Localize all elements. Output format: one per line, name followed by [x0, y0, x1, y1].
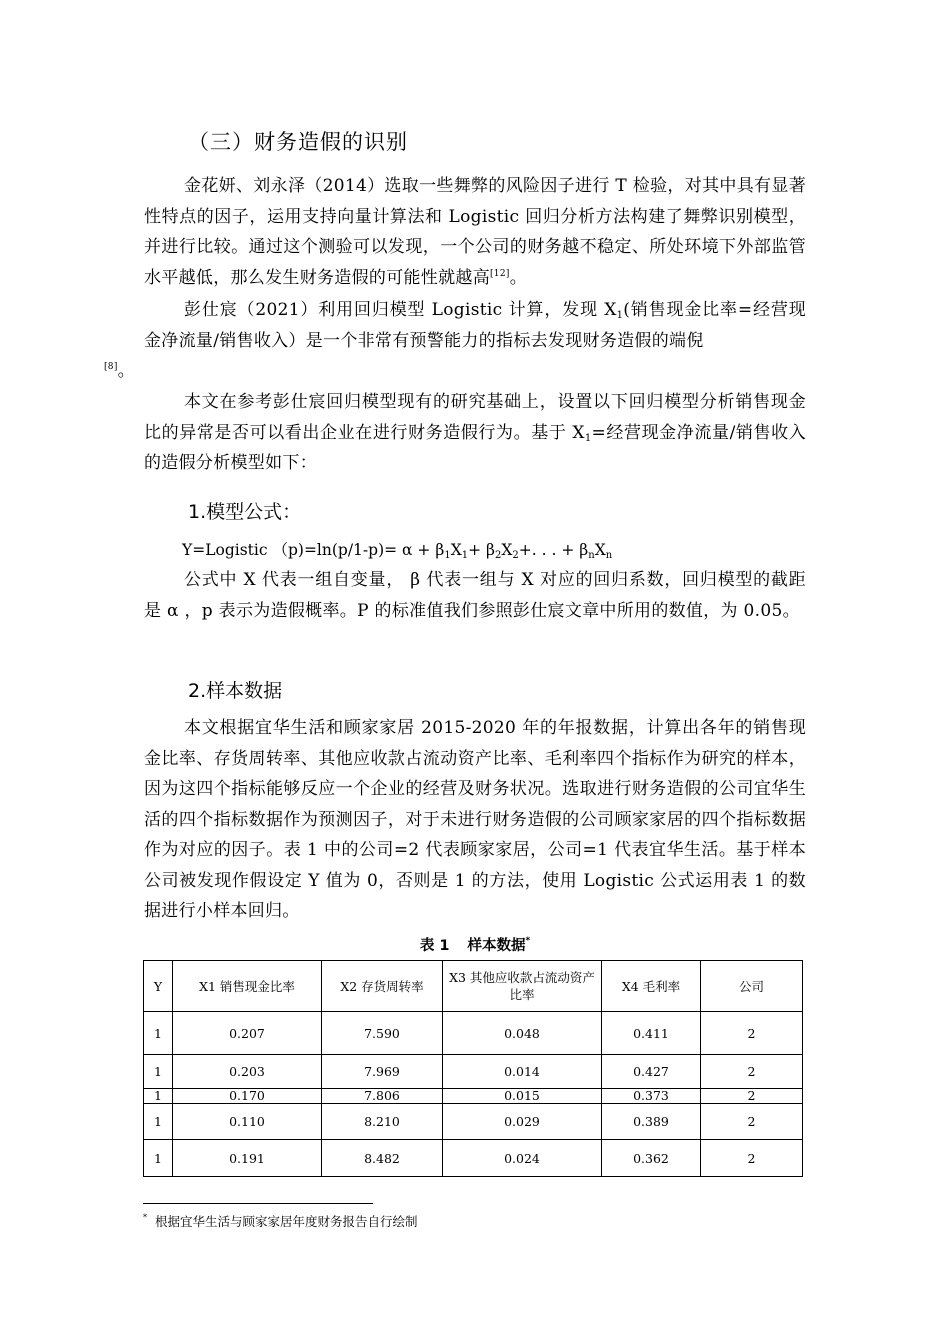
paragraph-4: 公式中 X 代表一组自变量， β 代表一组与 X 对应的回归系数，回归模型的截距是 α ，p 表示为造假概率。P 的标准值我们参照彭仕宸文章中所用的数值，为 0.05。	[144, 570, 806, 621]
paragraph-2-text-b: (销售现金比率=经营现金净流量/销售收入）是一个非常有预警能力的指标去发现财务造假的端倪	[144, 300, 806, 351]
header-company: 公司	[701, 961, 803, 1012]
citation-12: [12]	[490, 268, 510, 279]
cell-y: 1	[144, 1089, 173, 1104]
cell-company: 2	[701, 1012, 803, 1055]
footnote-text: 根据宜华生活与顾家家居年度财务报告自行绘制	[155, 1214, 418, 1229]
cell-company: 2	[701, 1055, 803, 1089]
cell-x2: 8.210	[322, 1104, 443, 1140]
formula-part: X	[450, 541, 462, 559]
footnote	[143, 1212, 418, 1230]
header-x3: X3 其他应收款占流动资产比率	[443, 961, 602, 1012]
table-row	[144, 1104, 803, 1140]
cell-x3: 0.014	[443, 1055, 602, 1089]
cell-x3: 0.024	[443, 1140, 602, 1177]
footnote-marker: *	[525, 936, 531, 946]
paragraph-1-end: 。	[509, 267, 527, 288]
cell-company: 2	[701, 1089, 803, 1104]
paragraph-1	[144, 171, 806, 293]
formula-part: Y=Logistic （p)=ln(p/1-p)= α + β	[182, 541, 445, 559]
formula-part: X	[501, 541, 513, 559]
table-header-row	[144, 961, 803, 1012]
table-row	[144, 1012, 803, 1055]
table-row	[144, 1089, 803, 1104]
cell-x4: 0.373	[602, 1089, 701, 1104]
subscript-1: 1	[616, 310, 624, 321]
subsection-title-sample: 2.样本数据	[188, 680, 283, 702]
formula-sub: 1	[444, 550, 451, 561]
cell-y: 1	[144, 1055, 173, 1089]
header-x2: X2 存货周转率	[322, 961, 443, 1012]
formula-part: +. . . + β	[518, 541, 589, 559]
paragraph-3	[144, 387, 806, 479]
cell-x3: 0.015	[443, 1089, 602, 1104]
table-row	[144, 1140, 803, 1177]
header-x4: X4 毛利率	[602, 961, 701, 1012]
paragraph-1-text: 金花妍、刘永泽（2014）选取一些舞弊的风险因子进行 T 检验，对其中具有显著性特点的因子，运用支持向量计算法和 Logistic 回归分析方法构建了舞弊识别模型，并进行比较。通过这个测验可以发现，一个公司的财务越不稳定、所处环境下外部监管水平越低，那么发生财务造假的可能性就越高	[144, 176, 807, 288]
cell-x4: 0.389	[602, 1104, 701, 1140]
formula-sub: n	[605, 550, 613, 561]
cell-x4: 0.411	[602, 1012, 701, 1055]
cell-y: 1	[144, 1140, 173, 1177]
cell-x3: 0.048	[443, 1012, 602, 1055]
formula-part: X	[594, 541, 606, 559]
sample-data-table	[143, 960, 803, 1177]
subscript-1: 1	[584, 432, 592, 444]
table-title: 样本数据	[467, 938, 526, 954]
formula-sub: 2	[495, 550, 502, 561]
formula-sub: 1	[461, 550, 469, 561]
cell-y: 1	[144, 1012, 173, 1055]
cell-y: 1	[144, 1104, 173, 1140]
header-x1: X1 销售现金比率	[173, 961, 322, 1012]
cell-x1: 0.207	[173, 1012, 322, 1055]
cell-x4: 0.427	[602, 1055, 701, 1089]
formula-part: + β	[468, 541, 495, 559]
cell-x1: 0.203	[173, 1055, 322, 1089]
paragraph-5: 本文根据宜华生活和顾家家居 2015-2020 年的年报数据，计算出各年的销售现金比率、存货周转率、其他应收款占流动资产比率、毛利率四个指标作为研究的样本，因为这四个指标能够反应一个企业的经营及财务状况。选取进行财务造假的公司宜华生活的四个指标数据作为预测因子，对于未进行财务造假的公司顾家家居的四个指标数据作为对应的因子。表 1 中的公司=2 代表顾家家居，公司=1 代表宜华生活。基于样本公司被发现作假设定 Y 值为 0，否则是 1 的方法，使用 Logistic 公式运用表 1 的数据进行小样本回归。	[144, 718, 806, 921]
cell-x1: 0.170	[173, 1089, 322, 1104]
formula-sub: 2	[512, 550, 519, 561]
paragraph-3-text-a: 本文在参考彭仕宸回归模型现有的研究基础上，设置以下回归模型分析销售现金比的异常是否可以看出企业在进行财务造假行为。基于 X	[144, 392, 806, 443]
cell-company: 2	[701, 1104, 803, 1140]
paragraph-2-text-a: 彭仕宸（2021）利用回归模型 Logistic 计算，发现 X	[184, 300, 617, 320]
section-title: （三）财务造假的识别	[188, 130, 408, 154]
table-caption	[0, 934, 950, 955]
cell-x1: 0.110	[173, 1104, 322, 1140]
cell-x4: 0.362	[602, 1140, 701, 1177]
table-row	[144, 1055, 803, 1089]
logistic-formula	[182, 536, 612, 564]
cell-x2: 7.806	[322, 1089, 443, 1104]
table-number: 表 1	[419, 938, 450, 954]
paragraph-2	[104, 295, 806, 387]
cell-x1: 0.191	[173, 1140, 322, 1177]
cell-x3: 0.029	[443, 1104, 602, 1140]
formula-sub: n	[588, 550, 595, 561]
paragraph-2-end: 。	[117, 361, 135, 381]
citation-8: [8]	[104, 362, 118, 372]
cell-x2: 7.969	[322, 1055, 443, 1089]
subsection-title-model: 1.模型公式：	[188, 501, 302, 523]
header-y: Y	[144, 961, 173, 1012]
cell-x2: 8.482	[322, 1140, 443, 1177]
footnote-divider	[143, 1203, 373, 1204]
cell-company: 2	[701, 1140, 803, 1177]
cell-x2: 7.590	[322, 1012, 443, 1055]
footnote-mark: *	[143, 1213, 147, 1222]
paragraph-3-text-b: =经营现金净流量/销售收入的造假分析模型如下：	[144, 422, 807, 473]
